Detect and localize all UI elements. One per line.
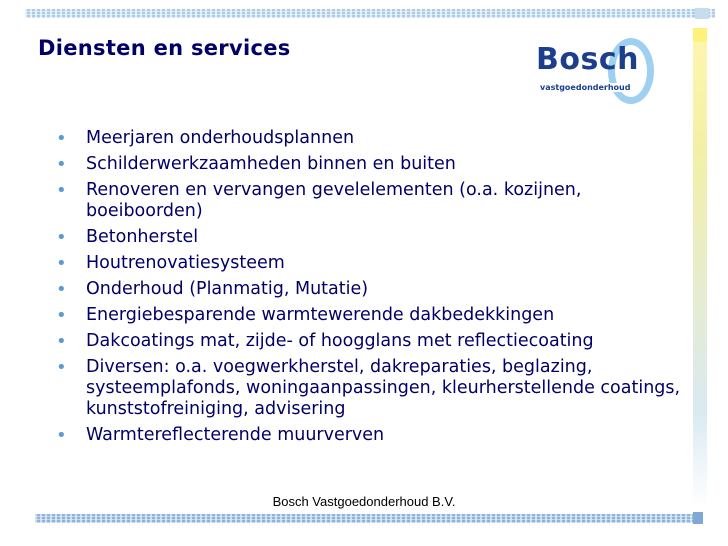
list-item-text: Meerjaren onderhoudsplannen: [86, 128, 355, 148]
bullet-icon: •: [56, 279, 67, 300]
bottom-decorative-bar: [35, 514, 693, 523]
slide-footer: Bosch Vastgoedonderhoud B.V.: [272, 494, 456, 509]
list-item-text: Schilderwerkzaamheden binnen en buiten: [86, 154, 456, 174]
list-item-text: Betonherstel: [86, 227, 199, 247]
bullet-icon: •: [56, 331, 67, 352]
list-item-text: Energiebesparende warmtewerende dakbedekkingen: [86, 305, 555, 325]
bullet-icon: •: [56, 227, 67, 248]
list-item: [56, 128, 686, 149]
right-bar-top-block: [693, 28, 707, 42]
list-item: [56, 180, 686, 222]
top-decorative-bar: [25, 9, 715, 18]
bottom-bar-end-block: [693, 512, 703, 524]
list-item: [56, 154, 686, 175]
bosch-logo: [534, 38, 664, 108]
list-item: [56, 227, 686, 248]
list-item: [56, 357, 686, 420]
bullet-icon: •: [56, 180, 67, 201]
bullet-icon: •: [56, 425, 67, 446]
list-item: [56, 305, 686, 326]
logo-word: Bosch: [536, 42, 639, 77]
list-item: [56, 331, 686, 352]
list-item-text: Warmtereflecterende muurverven: [86, 425, 385, 445]
list-item-text: Onderhoud (Planmatig, Mutatie): [86, 279, 369, 299]
logo-subtitle: vastgoedonderhoud: [540, 83, 631, 92]
list-item-text: Houtrenovatiesysteem: [86, 253, 285, 273]
list-item: [56, 279, 686, 300]
list-item-text: Renoveren en vervangen gevelelementen (o.a. kozijnen, boeiboorden): [86, 180, 582, 221]
bullet-icon: •: [56, 305, 67, 326]
services-list: [56, 128, 686, 451]
list-item-text: Dakcoatings mat, zijde- of hoogglans met reflectiecoating: [86, 331, 594, 351]
list-item: [56, 425, 686, 446]
list-item: [56, 253, 686, 274]
list-item-text: Diversen: o.a. voegwerkherstel, dakreparaties, beglazing, systeemplafonds, woningaanpassingen, kleurherstellende coatings, kunststofreiniging, advisering: [86, 357, 681, 419]
top-bar-end-block: [695, 8, 709, 19]
bullet-icon: •: [56, 253, 67, 274]
right-gradient-bar: [693, 28, 707, 508]
slide-title: Diensten en services: [38, 36, 291, 60]
bullet-icon: •: [56, 128, 67, 149]
bullet-icon: •: [56, 154, 67, 175]
bullet-icon: •: [56, 357, 67, 378]
